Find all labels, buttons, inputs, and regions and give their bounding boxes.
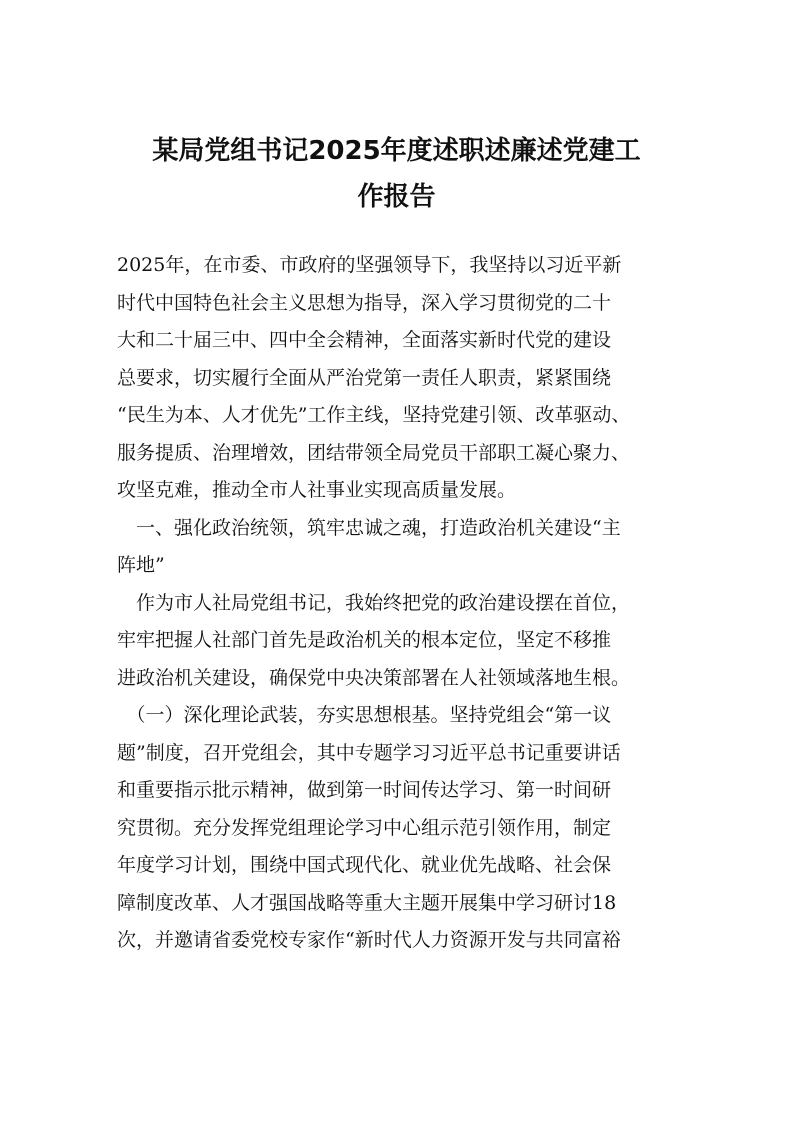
- text-line: 和重要指示批示精神，做到第一时间传达学习、第一时间研: [117, 779, 612, 801]
- text-line: 大和二十届三中、四中全会精神，全面落实新时代党的建设: [117, 329, 612, 351]
- text-line: 次，并邀请省委党校专家作“新时代人力资源开发与共同富裕: [117, 929, 621, 951]
- text-line: 总要求，切实履行全面从严治党第一责任人职责，紧紧围绕: [117, 366, 612, 389]
- text-line: 服务提质、治理增效，团结带领全局党员干部职工凝心聚力、: [117, 441, 631, 464]
- text-line: 年度学习计划，围绕中国式现代化、就业优先战略、社会保: [117, 854, 612, 876]
- text-line: 2025年，在市委、市政府的坚强领导下，我坚持以习近平新: [117, 254, 622, 276]
- text-line: 进政治机关建设，确保党中央决策部署在人社领域落地生根。: [117, 666, 631, 689]
- paragraph-section-1-intro: [117, 585, 679, 698]
- text-line: （一）深化理论武装，夯实思想根基。坚持党组会“第一议: [117, 704, 612, 726]
- paragraph-intro: [117, 247, 679, 510]
- text-line: 攻坚克难，推动全市人社事业实现高质量发展。: [117, 479, 517, 501]
- text-line: “民生为本、人才优先”工作主线，坚持党建引领、改革驱动、: [117, 404, 631, 426]
- text-line: 障制度改革、人才强国战略等重大主题开展集中学习研讨18: [117, 891, 617, 914]
- document-body: [117, 247, 679, 960]
- document-title: [100, 128, 693, 220]
- paragraph-subsection-1: [117, 697, 679, 960]
- text-line: 阵地”: [117, 554, 165, 576]
- text-line: 牢牢把握人社部门首先是政治机关的根本定位，坚定不移推: [117, 629, 612, 651]
- text-line: 作为市人社局党组书记，我始终把党的政治建设摆在首位，: [117, 591, 631, 614]
- text-line: 题”制度，召开党组会，其中专题学习习近平总书记重要讲话: [117, 741, 621, 764]
- section-heading-1: [117, 510, 679, 585]
- text-line: 时代中国特色社会主义思想为指导，深入学习贯彻党的二十: [117, 291, 612, 314]
- text-line: 究贯彻。充分发挥党组理论学习中心组示范引领作用，制定: [117, 816, 612, 839]
- title-line: 作报告: [357, 182, 436, 212]
- title-line: 某局党组书记2025年度述职述廉述党建工: [152, 136, 641, 166]
- text-line: 一、强化政治统领，筑牢忠诚之魂，打造政治机关建设“主: [117, 516, 621, 539]
